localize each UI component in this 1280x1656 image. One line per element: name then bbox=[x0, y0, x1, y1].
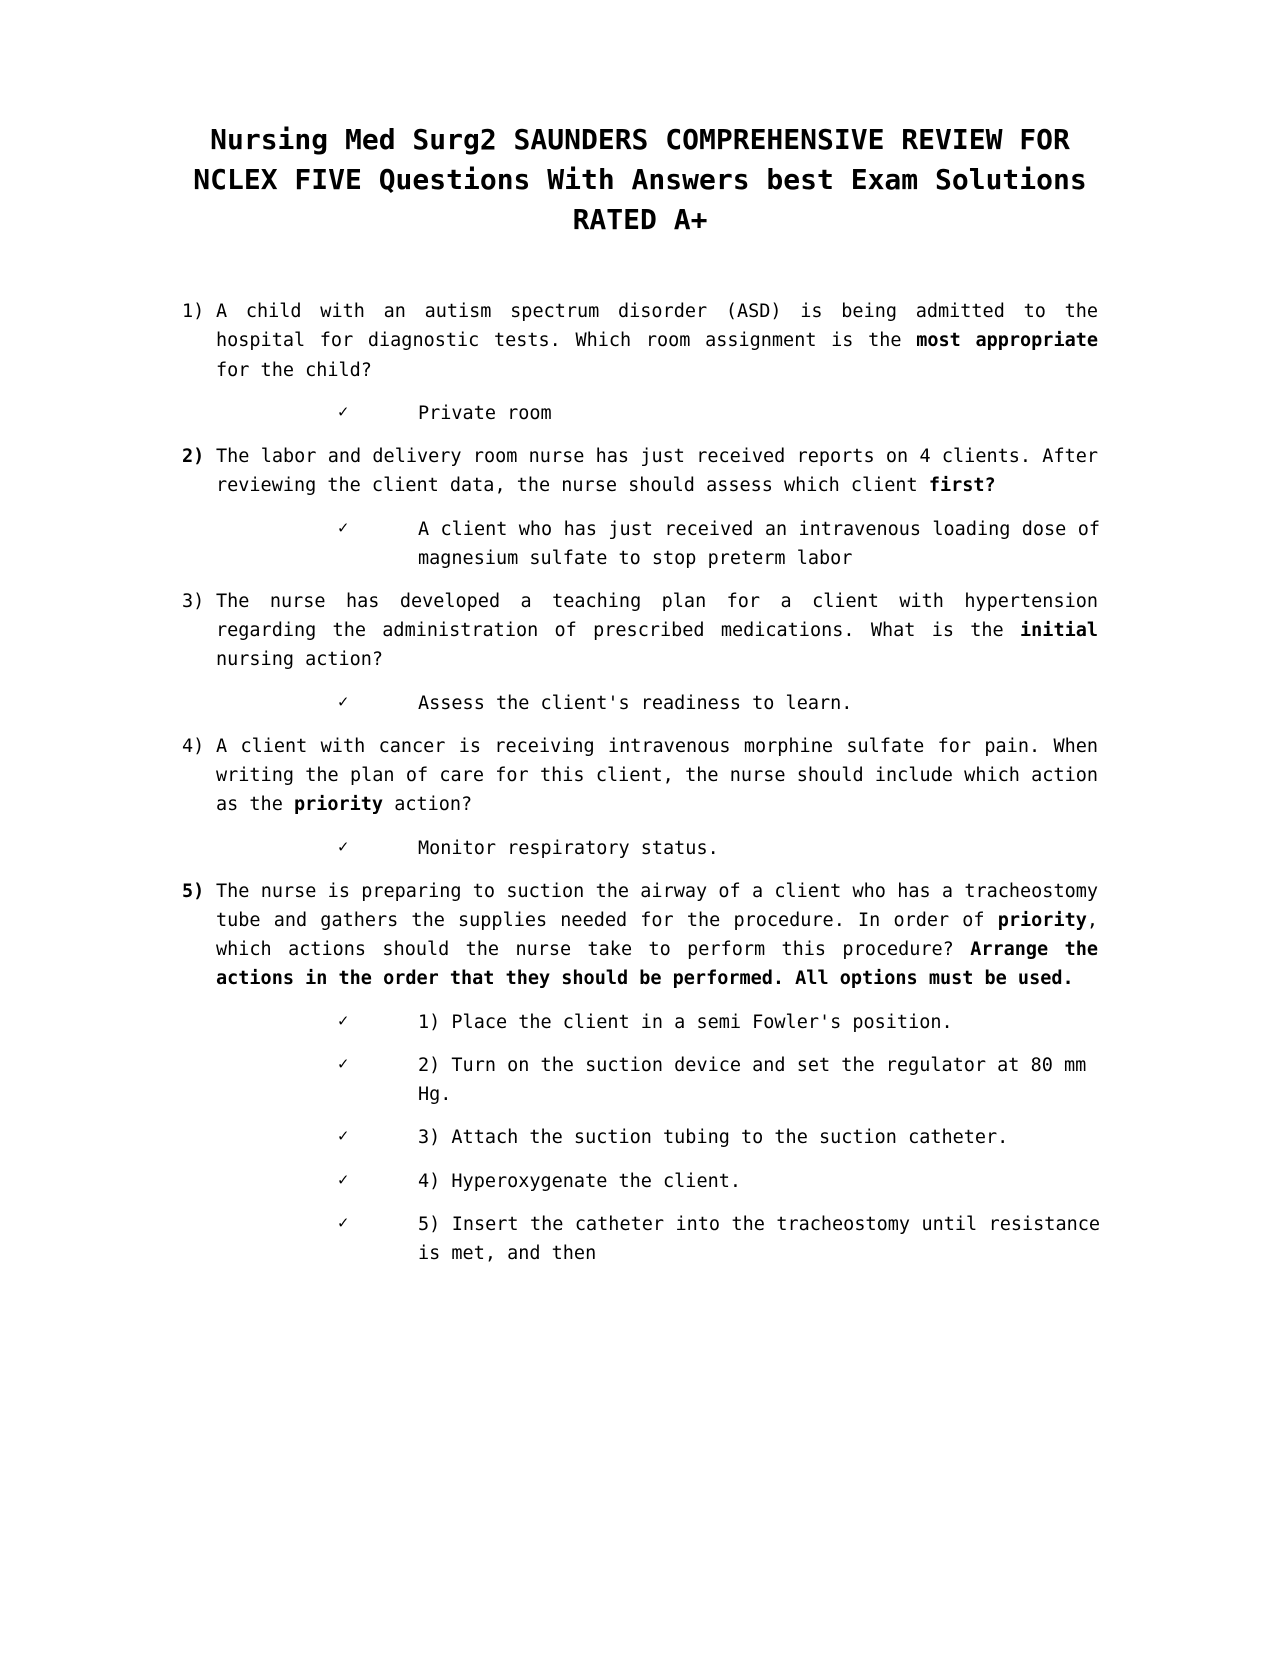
answer-text: Assess the client's readiness to learn. bbox=[418, 692, 853, 714]
question-text-emphasis: priority bbox=[293, 794, 384, 816]
question-text bbox=[216, 732, 1100, 820]
answer-item bbox=[180, 689, 1100, 718]
question-row bbox=[180, 587, 1100, 675]
answer-text: 1) Place the client in a semi Fowler's position. bbox=[418, 1011, 953, 1033]
check-icon: ✓ bbox=[338, 517, 349, 538]
answer-text: 3) Attach the suction tubing to the suction catheter. bbox=[418, 1127, 1009, 1149]
question-text-emphasis: Arrange the actions in the order that they should be performed. All options must be used. bbox=[216, 939, 1098, 990]
question-item bbox=[180, 732, 1100, 863]
check-icon: ✓ bbox=[338, 1169, 349, 1190]
check-icon: ✓ bbox=[338, 691, 349, 712]
question-text bbox=[216, 587, 1100, 675]
question-text-span: The nurse has developed a teaching plan for a client with hypertension regarding the administration of prescribed medications. What is the bbox=[216, 591, 1098, 642]
question-text bbox=[216, 297, 1100, 385]
answer-item bbox=[180, 834, 1100, 863]
question-text bbox=[216, 442, 1100, 500]
check-icon: ✓ bbox=[338, 401, 349, 422]
answer-list bbox=[180, 399, 1100, 428]
question-text-span: The nurse is preparing to suction the airway of a client who has a tracheostomy tube and gathers the supplies needed for the procedure. In order of bbox=[216, 880, 1098, 931]
answer-item bbox=[180, 1210, 1100, 1268]
answer-item bbox=[180, 1167, 1100, 1196]
answer-text: 5) Insert the catheter into the tracheostomy until resistance is met, and then bbox=[418, 1213, 1100, 1264]
answer-text: 2) Turn on the suction device and set the regulator at 80 mm Hg. bbox=[418, 1054, 1087, 1106]
question-text-emphasis: initial bbox=[1020, 620, 1098, 642]
answer-text: 4) Hyperoxygenate the client. bbox=[418, 1170, 742, 1192]
question-item bbox=[180, 587, 1100, 718]
check-icon: ✓ bbox=[338, 1212, 349, 1233]
question-text-span: nursing action? bbox=[216, 649, 384, 671]
answer-list bbox=[180, 515, 1100, 573]
question-list bbox=[180, 297, 1100, 1268]
question-number: 1) bbox=[182, 301, 205, 323]
answer-list bbox=[180, 834, 1100, 863]
question-text-emphasis: priority bbox=[997, 909, 1087, 931]
check-icon: ✓ bbox=[338, 1126, 349, 1147]
question-row bbox=[180, 297, 1100, 385]
question-text-emphasis: first? bbox=[928, 475, 996, 497]
check-icon: ✓ bbox=[338, 1010, 349, 1031]
answer-text: Monitor respiratory status. bbox=[418, 837, 719, 859]
question-item bbox=[180, 877, 1100, 1268]
question-item bbox=[180, 297, 1100, 428]
check-icon: ✓ bbox=[338, 836, 349, 857]
question-row bbox=[180, 442, 1100, 500]
answer-item bbox=[180, 399, 1100, 428]
question-row bbox=[180, 732, 1100, 820]
question-item bbox=[180, 442, 1100, 573]
question-number: 2) bbox=[182, 446, 205, 468]
answer-text: A client who has just received an intravenous loading dose of magnesium sulfate to stop preterm labor bbox=[418, 518, 1100, 569]
answer-text: Private room bbox=[418, 402, 552, 424]
question-number: 5) bbox=[182, 880, 205, 902]
answer-item bbox=[180, 1123, 1100, 1152]
answer-list bbox=[180, 689, 1100, 718]
answer-item bbox=[180, 515, 1100, 573]
page-title: Nursing Med Surg2 SAUNDERS COMPREHENSIVE REVIEW FOR NCLEX FIVE Questions With Answers best Exam Solutions RATED A+ bbox=[193, 123, 1087, 236]
question-text bbox=[216, 877, 1100, 994]
question-row bbox=[180, 877, 1100, 994]
question-text-emphasis: most appropriate bbox=[916, 330, 1098, 352]
question-number: 3) bbox=[182, 591, 205, 612]
question-text-span: A child with an autism spectrum disorder (ASD) is being admitted to the hospital for diagnostic tests. Which room assignment is the bbox=[216, 301, 1098, 352]
question-text-span: action? bbox=[383, 794, 473, 816]
answer-list bbox=[180, 1008, 1100, 1269]
question-text-span: The labor and delivery room nurse has just received reports on 4 clients. After reviewing the client data, the nurse should assess which client bbox=[216, 446, 1098, 497]
answer-item bbox=[180, 1008, 1100, 1037]
question-text-span: for the child? bbox=[216, 359, 372, 381]
check-icon: ✓ bbox=[338, 1053, 349, 1074]
question-text-span: A client with cancer is receiving intravenous morphine sulfate for pain. When writing the plan of care for this client, the nurse should include which action as the bbox=[216, 735, 1098, 816]
question-number: 4) bbox=[182, 735, 205, 757]
question-text-span: , which actions should the nurse take to perform this procedure? bbox=[216, 909, 1098, 961]
answer-item bbox=[180, 1051, 1100, 1109]
